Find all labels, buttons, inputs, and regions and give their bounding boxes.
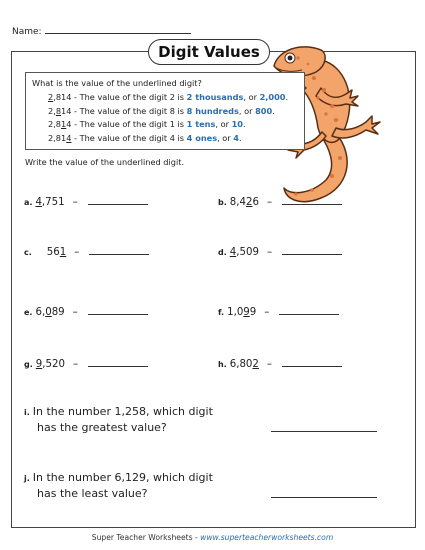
- number-part: ,814: [53, 92, 72, 102]
- number-part: 1,0: [227, 307, 244, 318]
- example-text: .: [242, 119, 246, 129]
- dash: –: [72, 197, 78, 208]
- answer-blank[interactable]: [88, 357, 148, 367]
- question-line: has the least value?: [37, 487, 148, 500]
- example-question: What is the value of the underlined digit?: [32, 78, 202, 88]
- answer-blank[interactable]: [282, 195, 342, 205]
- number-part: 2,81: [48, 132, 67, 143]
- dash: –: [266, 197, 273, 208]
- page-title: Digit Values: [148, 39, 270, 65]
- answer-blank[interactable]: [279, 305, 339, 315]
- problem-e: [24, 305, 148, 318]
- answer-blank[interactable]: [282, 357, 342, 367]
- underlined-digit: 4: [229, 247, 237, 258]
- example-value: 4: [233, 132, 239, 143]
- answer-blank[interactable]: [282, 245, 342, 255]
- problem-letter: e.: [24, 308, 33, 317]
- number-part: ,509: [236, 247, 259, 258]
- problem-b: [218, 195, 342, 208]
- underlined-digit: 2: [245, 197, 253, 208]
- number-part: 4: [66, 119, 72, 129]
- underlined-digit: 2: [252, 359, 259, 370]
- example-answer: 4 ones: [186, 132, 218, 143]
- number-part: 2,: [48, 105, 56, 116]
- example-row: [48, 106, 275, 116]
- number-part: 89: [51, 307, 65, 318]
- footer: [0, 533, 425, 542]
- example-row: [48, 92, 288, 102]
- number-part: 56: [46, 247, 60, 258]
- problem-d: [218, 245, 342, 258]
- problem-letter: h.: [218, 360, 227, 369]
- question-line: In the number 6,129, which digit: [32, 471, 213, 484]
- underlined-digit: 8: [55, 105, 62, 116]
- underlined-digit: 1: [59, 247, 67, 258]
- number-part: 6: [252, 197, 259, 208]
- example-value: 10: [231, 119, 243, 129]
- number-part: 9: [249, 307, 257, 318]
- problem-f: [218, 305, 339, 318]
- problem-letter: j.: [24, 474, 30, 483]
- answer-blank[interactable]: [89, 245, 149, 255]
- number-part: 6,80: [229, 359, 253, 370]
- number-part: ,751: [41, 197, 65, 208]
- underlined-digit: 9: [35, 359, 43, 370]
- problem-letter: a.: [24, 198, 33, 207]
- example-text: - The value of the digit 2 is: [71, 92, 187, 102]
- example-text: - The value of the digit 1 is: [71, 119, 187, 129]
- underlined-digit: 1: [61, 119, 67, 129]
- example-answer: 8 hundreds: [186, 105, 239, 116]
- name-field[interactable]: [45, 25, 191, 34]
- instructions: Write the value of the underlined digit.: [25, 157, 185, 167]
- name-label: Name:: [12, 27, 42, 37]
- problem-letter: i.: [24, 408, 30, 417]
- example-row: [48, 133, 242, 143]
- answer-blank[interactable]: [271, 497, 377, 498]
- example-text: , or: [215, 119, 232, 129]
- number-part: 14: [61, 105, 72, 116]
- example-answer: 2 thousands: [186, 92, 244, 102]
- dash: –: [266, 247, 273, 258]
- problem-h: [218, 357, 342, 370]
- dash: –: [72, 359, 79, 370]
- example-value: 2,000: [259, 92, 286, 102]
- underlined-digit: 4: [35, 197, 42, 208]
- number-part: 6,: [35, 307, 46, 318]
- problem-letter: b.: [218, 198, 227, 207]
- example-text: - The value of the digit 4 is: [71, 132, 187, 143]
- example-row: [48, 119, 246, 129]
- name-row: [12, 25, 191, 37]
- problem-g: [24, 357, 148, 370]
- example-text: , or: [238, 105, 256, 116]
- number-part: 8,4: [229, 197, 246, 208]
- problem-letter: g.: [24, 360, 33, 369]
- number-part: ,520: [42, 359, 65, 370]
- question-line: has the greatest value?: [37, 421, 167, 434]
- example-box: [25, 72, 305, 150]
- example-text: .: [285, 92, 289, 102]
- word-problem-i: [24, 404, 213, 435]
- word-problem-j: [24, 470, 213, 501]
- example-text: - The value of the digit 8 is: [71, 105, 187, 116]
- problem-letter: c.: [24, 248, 32, 257]
- problem-c: [24, 245, 149, 258]
- answer-blank[interactable]: [88, 305, 148, 315]
- problem-a: [24, 195, 148, 208]
- example-text: .: [272, 105, 275, 116]
- problem-letter: f.: [218, 308, 225, 317]
- answer-blank[interactable]: [88, 195, 148, 205]
- example-value: 800: [255, 105, 273, 116]
- dash: –: [266, 359, 272, 370]
- footer-text: Super Teacher Worksheets -: [91, 533, 201, 542]
- example-answer: 1 tens: [186, 119, 216, 129]
- example-text: , or: [217, 132, 234, 143]
- dash: –: [72, 307, 78, 318]
- example-text: , or: [243, 92, 260, 102]
- example-text: .: [238, 132, 242, 143]
- underlined-digit: 9: [243, 307, 250, 318]
- underlined-digit: 0: [45, 307, 52, 318]
- dash: –: [264, 307, 270, 318]
- answer-blank[interactable]: [271, 431, 377, 432]
- underlined-digit: 2: [48, 92, 54, 102]
- number-part: 2,8: [48, 119, 62, 129]
- question-line: In the number 1,258, which digit: [32, 405, 213, 418]
- footer-link[interactable]: www.superteacherworksheets.com: [200, 533, 334, 542]
- underlined-digit: 4: [66, 132, 72, 143]
- dash: –: [74, 247, 80, 258]
- problem-letter: d.: [218, 248, 227, 257]
